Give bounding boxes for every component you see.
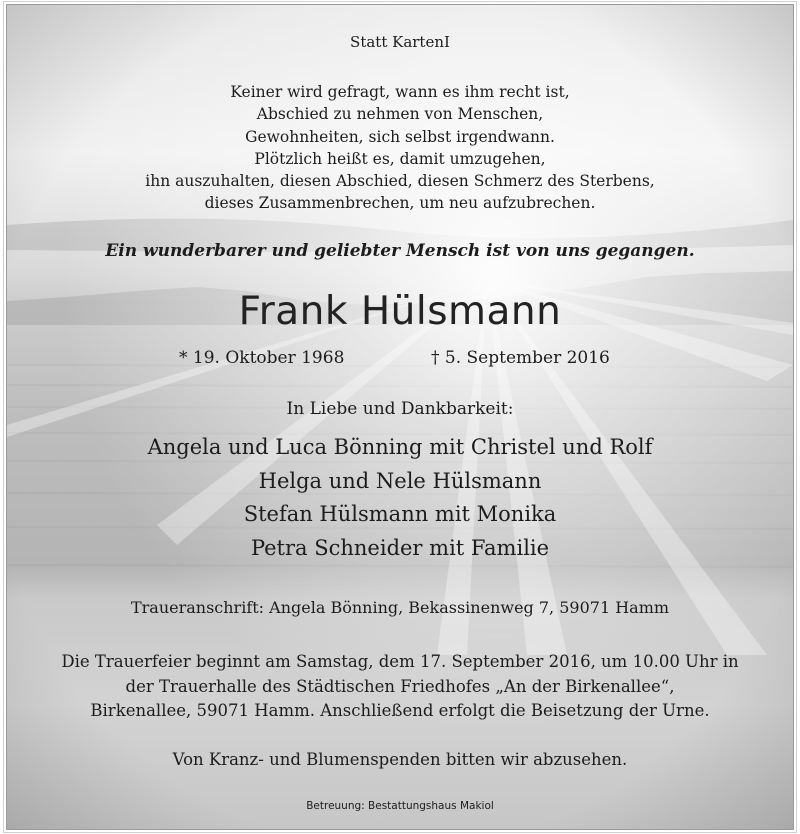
service-line: Die Trauerfeier beginnt am Samstag, dem 17. September 2016, um 10.00 Uhr in [61,652,739,671]
mourner-line: Petra Schneider mit Familie [250,535,550,560]
service-line: Birkenallee, 59071 Hamm. Anschließend erfolgt die Beisetzung der Urne. [90,701,710,720]
mourning-address: Traueranschrift: Angela Bönning, Bekassinenweg 7, 59071 Hamm [130,598,670,617]
poem-line: Keiner wird gefragt, wann es ihm recht ist, [230,83,570,101]
mourner-line: Stefan Hülsmann mit Monika [243,502,557,526]
mourners-list [7,431,793,565]
mourner-line: Helga und Nele Hülsmann [258,468,542,493]
poem [7,81,793,215]
poem-line: dieses Zusammenbrechen, um neu aufzubrechen. [204,194,596,213]
poem-line: Abschied zu nehmen von Menschen, [256,105,544,124]
birth-date: * 19. Oktober 1968 [179,348,345,368]
flowers-note: Von Kranz- und Blumenspenden bitten wir abzusehen. [172,750,628,769]
poem-line: ihn auszuhalten, diesen Abschied, diesen Schmerz des Sterbens, [145,172,655,191]
deceased-name: Frank Hülsmann [238,289,562,334]
mourner-line: Angela und Luca Bönning mit Christel und Rolf [147,435,653,459]
statt-karten-heading: Statt KartenI [350,33,450,51]
death-date: † 5. September 2016 [431,348,610,368]
motto: Ein wunderbarer und geliebter Mensch ist von uns gegangen. [105,241,695,261]
service-line: der Trauerhalle des Städtischen Friedhofes „An der Birkenallee“, [125,676,675,696]
funeral-home-credit: Betreuung: Bestattungshaus Makiol [306,800,494,812]
poem-line: Gewohnheiten, sich selbst irgendwann. [245,127,555,146]
poem-line: Plötzlich heißt es, damit umzugehen, [254,149,546,168]
obituary-notice [6,4,794,830]
funeral-service-info [7,650,793,724]
thanks-line: In Liebe und Dankbarkeit: [286,399,514,419]
